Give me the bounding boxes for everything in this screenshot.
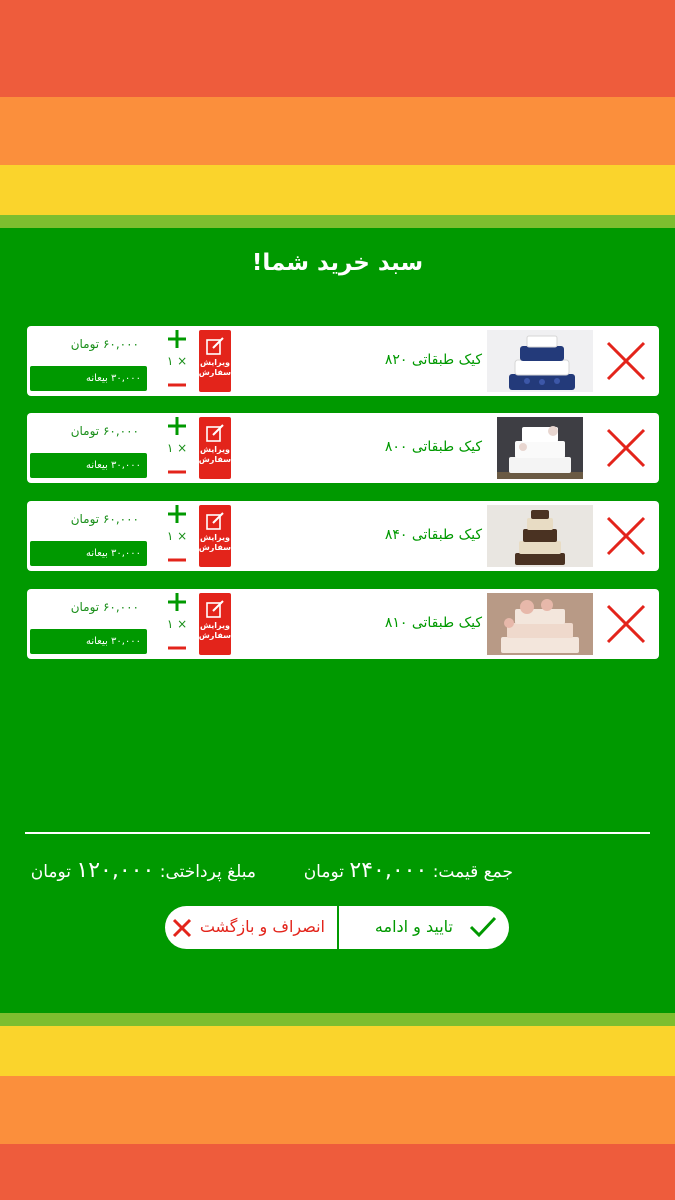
- quantity-value: ۱ ×: [166, 441, 188, 455]
- quantity-value: ۱ ×: [166, 529, 188, 543]
- confirm-continue-button[interactable]: [339, 906, 509, 949]
- edit-order-button[interactable]: [199, 330, 231, 392]
- bottom-stripe-yellow: [0, 1026, 675, 1076]
- payable-label: مبلغ پرداختی:: [159, 862, 256, 882]
- bottom-stripe-lime: [0, 1013, 675, 1026]
- payable-unit: تومان: [30, 862, 72, 882]
- remove-item-icon[interactable]: [605, 427, 647, 469]
- page-title: سبد خرید شما!: [251, 250, 424, 276]
- cart-item: [27, 589, 659, 659]
- cart-item: [27, 326, 659, 396]
- chocolate-tiered-cake-icon: [487, 505, 593, 567]
- item-deposit: ۳۰,۰۰۰ بیعانه: [30, 453, 147, 478]
- edit-label: سفارش: [198, 368, 231, 377]
- quantity-value: ۱ ×: [166, 354, 188, 368]
- bottom-stripe-orange: [0, 1076, 675, 1144]
- top-stripe-yellow: [0, 165, 675, 215]
- plus-icon[interactable]: [168, 505, 186, 523]
- edit-label: سفارش: [198, 455, 231, 464]
- minus-icon[interactable]: [168, 551, 186, 569]
- blue-white-tiered-cake-icon: [487, 330, 593, 392]
- edit-icon: [205, 336, 225, 356]
- quantity-stepper: [163, 503, 191, 569]
- top-stripe-red: [0, 0, 675, 97]
- item-deposit: ۳۰,۰۰۰ بیعانه: [30, 366, 147, 391]
- item-price: ۶۰,۰۰۰ تومان: [70, 512, 139, 526]
- minus-icon[interactable]: [168, 376, 186, 394]
- item-price: ۶۰,۰۰۰ تومان: [70, 337, 139, 351]
- total-label: جمع قیمت:: [432, 862, 513, 882]
- action-buttons: [165, 906, 509, 949]
- total-price: [304, 858, 513, 883]
- top-stripe-lime: [0, 215, 675, 228]
- close-icon: [172, 918, 192, 938]
- total-unit: تومان: [303, 862, 344, 882]
- check-icon: [469, 915, 497, 939]
- confirm-label: تایید و ادامه: [374, 917, 453, 936]
- bottom-stripe-red: [0, 1144, 675, 1200]
- item-name: کیک طبقاتی ۸۴۰: [384, 527, 482, 543]
- edit-label: ویرایش: [199, 621, 230, 630]
- edit-icon: [205, 511, 225, 531]
- top-stripe-orange: [0, 97, 675, 165]
- total-value: ۲۴۰,۰۰۰: [349, 858, 428, 883]
- edit-icon: [205, 423, 225, 443]
- payable-amount: [26, 858, 256, 883]
- white-tiered-cake-icon: [497, 417, 583, 479]
- quantity-stepper: [163, 415, 191, 481]
- item-deposit: ۳۰,۰۰۰ بیعانه: [30, 629, 147, 654]
- item-deposit: ۳۰,۰۰۰ بیعانه: [30, 541, 147, 566]
- cancel-return-button[interactable]: [165, 906, 337, 949]
- edit-order-button[interactable]: [199, 417, 231, 479]
- plus-icon[interactable]: [168, 330, 186, 348]
- item-name: کیک طبقاتی ۸۰۰: [384, 439, 482, 455]
- edit-label: سفارش: [198, 543, 231, 552]
- divider: [25, 832, 650, 834]
- edit-label: سفارش: [198, 631, 231, 640]
- remove-item-icon[interactable]: [605, 340, 647, 382]
- cart-item: [27, 413, 659, 483]
- pink-tiered-cake-icon: [487, 593, 593, 655]
- edit-order-button[interactable]: [199, 593, 231, 655]
- minus-icon[interactable]: [168, 639, 186, 657]
- plus-icon[interactable]: [168, 417, 186, 435]
- item-price: ۶۰,۰۰۰ تومان: [70, 424, 139, 438]
- button-separator: [337, 906, 339, 949]
- cart-item: [27, 501, 659, 571]
- edit-label: ویرایش: [199, 358, 230, 367]
- item-name: کیک طبقاتی ۸۱۰: [384, 615, 482, 631]
- remove-item-icon[interactable]: [605, 515, 647, 557]
- remove-item-icon[interactable]: [605, 603, 647, 645]
- edit-label: ویرایش: [199, 445, 230, 454]
- edit-label: ویرایش: [199, 533, 230, 542]
- plus-icon[interactable]: [168, 593, 186, 611]
- quantity-stepper: [163, 591, 191, 657]
- edit-icon: [205, 599, 225, 619]
- item-price: ۶۰,۰۰۰ تومان: [70, 600, 139, 614]
- minus-icon[interactable]: [168, 463, 186, 481]
- item-name: کیک طبقاتی ۸۲۰: [384, 352, 482, 368]
- quantity-value: ۱ ×: [166, 617, 188, 631]
- cancel-label: انصراف و بازگشت: [199, 917, 325, 936]
- payable-value: ۱۲۰,۰۰۰: [76, 858, 155, 883]
- edit-order-button[interactable]: [199, 505, 231, 567]
- quantity-stepper: [163, 328, 191, 394]
